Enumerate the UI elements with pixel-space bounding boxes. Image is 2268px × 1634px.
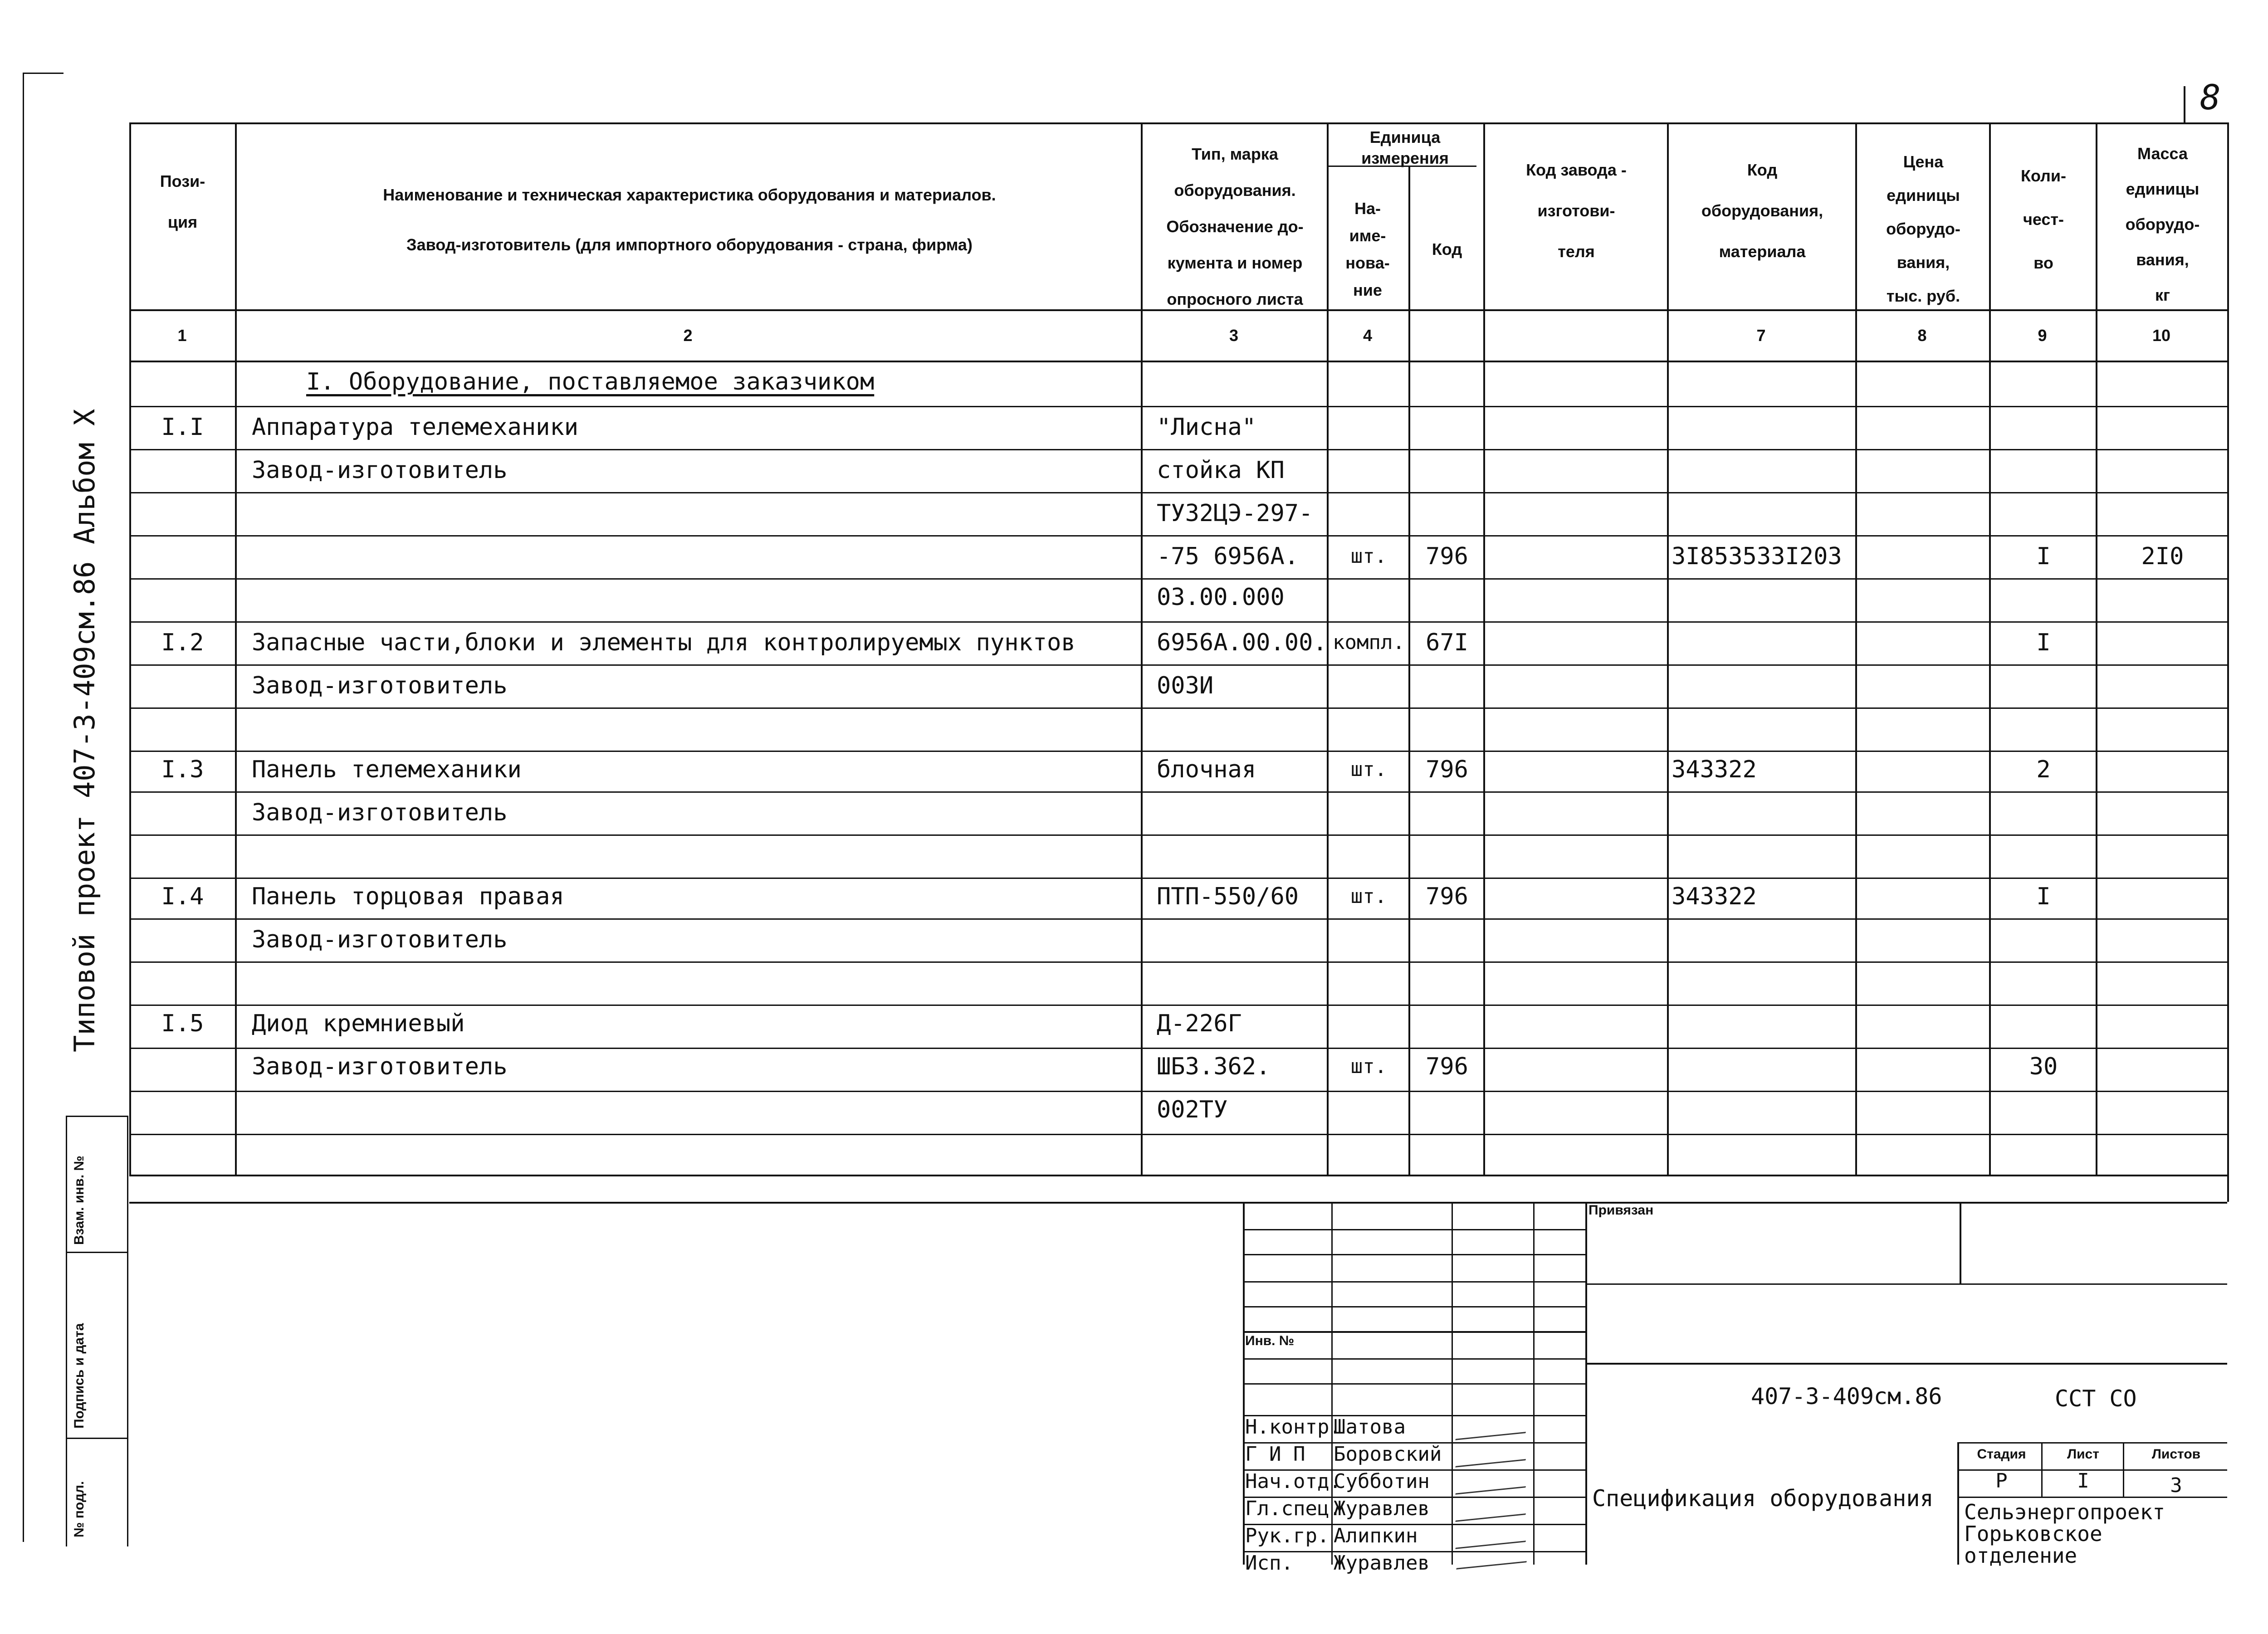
header-unit-name — [1329, 195, 1406, 304]
signer-role: Нач.отд. — [1245, 1470, 1341, 1493]
signature-mark — [1456, 1554, 1529, 1570]
cell-unit: шт. — [1350, 758, 1387, 781]
header-text: нова- — [1345, 254, 1390, 272]
signer-name: Субботин — [1334, 1470, 1430, 1493]
column-number: 10 — [2152, 326, 2171, 345]
header-unit-code: Код — [1432, 240, 1462, 259]
cell-code: 796 — [1426, 1053, 1468, 1080]
signature-mark — [1455, 1445, 1529, 1467]
column-number: 9 — [2038, 326, 2047, 345]
org-line: отделение — [1964, 1543, 2077, 1568]
cell-eq-code: 3I853533I203 — [1672, 543, 1842, 570]
row-line — [129, 535, 2227, 537]
cell-type: ШБ3.362. — [1157, 1053, 1271, 1080]
title-block-grid — [1243, 1229, 1585, 1230]
stage-label: Стадия — [1977, 1447, 2026, 1462]
sheet-value: I — [2077, 1469, 2089, 1493]
title-block-grid — [1243, 1254, 1585, 1255]
table-border — [129, 122, 2227, 124]
row-line — [129, 664, 2227, 666]
column-number: 4 — [1363, 326, 1373, 345]
row-line — [129, 406, 2227, 407]
header-text: кумента и номер — [1167, 254, 1303, 272]
signature-mark — [1455, 1527, 1529, 1549]
column-number: 7 — [1756, 326, 1766, 345]
document-title: Спецификация оборудования — [1592, 1485, 1934, 1512]
cell-name: Завод-изготовитель — [252, 926, 508, 953]
margin-stamp-frame — [127, 1116, 128, 1546]
cell-unit: шт. — [1350, 545, 1387, 568]
title-block-grid — [2123, 1442, 2124, 1497]
row-line — [129, 449, 2227, 450]
header-text: единицы — [2126, 180, 2200, 198]
row-line — [129, 492, 2227, 493]
cell-type: "Лисна" — [1157, 414, 1256, 441]
header-text: кг — [2155, 286, 2170, 304]
cell-name: Диод кремниевый — [252, 1010, 465, 1037]
column-number: 2 — [683, 326, 693, 345]
row-line — [129, 578, 2227, 580]
header-text: Завод-изготовитель (для импортного оборудования - страна, фирма) — [406, 235, 973, 254]
header-text: име- — [1349, 226, 1386, 245]
stamp-original-no: № подл. — [72, 1481, 87, 1537]
header-text: На- — [1354, 199, 1381, 218]
cell-type: ТУ32ЦЭ-297- — [1157, 500, 1313, 527]
cell-pos: I.4 — [161, 883, 204, 910]
cell-name: Завод-изготовитель — [252, 1053, 508, 1080]
signer-role: Гл.спец. — [1245, 1497, 1341, 1520]
header-text: измерения — [1361, 149, 1449, 167]
cell-type: 03.00.000 — [1157, 584, 1285, 611]
title-block-grid — [1960, 1202, 1961, 1283]
header-text: Наименование и техническая характеристика оборудования и материалов. — [383, 185, 996, 204]
title-block-grid — [1957, 1442, 2227, 1444]
cell-unit: шт. — [1350, 1055, 1387, 1078]
document-suffix: ССТ СО — [2055, 1385, 2137, 1412]
row-line — [129, 1048, 2227, 1049]
header-text: Цена — [1903, 152, 1944, 171]
margin-stamp-frame — [66, 1252, 127, 1253]
stamp-signature-date: Подпись и дата — [72, 1323, 87, 1429]
org-line: Горьковское — [1964, 1522, 2102, 1546]
header-position — [132, 161, 234, 243]
cell-name: Запасные части,блоки и элементы для контролируемых пунктов — [252, 629, 1075, 656]
cell-type: 002ТУ — [1157, 1096, 1228, 1123]
header-text: Единица — [1369, 128, 1441, 146]
sheet-label: Лист — [2067, 1447, 2099, 1462]
column-number: 8 — [1917, 326, 1927, 345]
col-line — [235, 122, 237, 1175]
cell-name: Панель торцовая правая — [252, 883, 564, 910]
signer-name: Алипкин — [1334, 1524, 1418, 1547]
title-block-border — [1243, 1202, 2227, 1204]
header-text: вания, — [2136, 250, 2189, 269]
signature-mark — [1455, 1418, 1529, 1440]
cell-code: 67I — [1426, 629, 1468, 656]
col-line — [1667, 122, 1669, 1175]
col-line — [1855, 122, 1857, 1175]
inv-label: Инв. № — [1245, 1333, 1295, 1348]
header-equipment-code — [1669, 150, 1855, 272]
margin-stamp-frame — [66, 1116, 67, 1546]
header-text: Обозначение до- — [1166, 217, 1304, 236]
cell-pos: I.2 — [161, 629, 204, 656]
cell-code: 796 — [1426, 756, 1468, 783]
cell-qty: I — [2036, 883, 2051, 910]
col-line — [2096, 122, 2097, 1175]
row-line — [129, 1005, 2227, 1006]
cell-pos: I.I — [161, 414, 204, 441]
signer-name: Шатова — [1334, 1415, 1406, 1439]
signer-role: Н.контр. — [1245, 1415, 1341, 1439]
header-text: Коли- — [2020, 166, 2067, 185]
row-line — [129, 791, 2227, 793]
header-text: оборудо- — [1886, 219, 1960, 238]
row-line — [129, 1091, 2227, 1092]
title-block-grid — [1243, 1306, 1585, 1307]
cell-eq-code: 343322 — [1672, 883, 1757, 910]
row-line — [129, 878, 2227, 879]
col-line — [1483, 122, 1485, 1175]
row-line — [129, 834, 2227, 836]
header-text: материала — [1719, 242, 1806, 261]
header-text: оборудования, — [1701, 201, 1823, 220]
header-text: единицы — [1887, 186, 1960, 205]
title-block-grid — [1957, 1442, 1959, 1565]
cell-code: 796 — [1426, 543, 1468, 570]
row-line — [129, 621, 2227, 623]
cell-type: стойка КП — [1157, 457, 1285, 484]
organization-name — [1964, 1500, 2165, 1568]
header-text: изготови- — [1537, 201, 1615, 220]
section-title: I. Оборудование, поставляемое заказчиком — [306, 368, 875, 395]
cell-type: 6956А.00.00. — [1157, 629, 1327, 656]
title-block-grid — [1585, 1363, 2227, 1365]
signature-mark — [1455, 1500, 1529, 1522]
header-text: во — [2033, 254, 2053, 272]
sheets-label: Листов — [2151, 1447, 2201, 1462]
signer-name: Боровский — [1334, 1443, 1442, 1466]
header-text: оборудования. — [1174, 181, 1296, 200]
header-text: теля — [1558, 242, 1595, 261]
cell-qty: I — [2036, 543, 2051, 570]
header-text: ция — [167, 213, 198, 231]
cell-pos: I.3 — [161, 756, 204, 783]
row-line — [129, 751, 2227, 752]
header-unit-group — [1327, 127, 1483, 169]
cell-pos: I.5 — [161, 1010, 204, 1037]
sheet-number: 8 — [2200, 77, 2221, 117]
cell-name: Завод-изготовитель — [252, 672, 508, 699]
signer-role: Исп. — [1245, 1551, 1293, 1575]
title-block-grid — [1243, 1358, 1585, 1360]
header-name — [238, 170, 1141, 270]
header-text: Масса — [2137, 144, 2188, 163]
cell-type: -75 6956А. — [1157, 543, 1299, 570]
header-text: вания, — [1897, 253, 1950, 272]
header-unit-price — [1857, 145, 1989, 313]
sheets-value: 3 — [2170, 1474, 2182, 1497]
frame-left-edge — [23, 73, 24, 1542]
col-line — [1408, 166, 1410, 1175]
signer-name: Журавлев — [1334, 1497, 1430, 1520]
frame-corner — [23, 73, 64, 74]
header-factory-code — [1486, 150, 1667, 272]
cell-unit: компл. — [1333, 631, 1405, 654]
header-text: ние — [1353, 281, 1382, 299]
row-line — [129, 1134, 2227, 1135]
margin-stamp-frame — [66, 1116, 127, 1117]
title-block-grid — [1243, 1383, 1585, 1385]
cell-type: Д-226Г — [1157, 1010, 1242, 1037]
header-unit-mass — [2098, 136, 2227, 313]
sheet-number-box — [2184, 86, 2185, 122]
table-border — [129, 1175, 2227, 1176]
column-number: 3 — [1229, 326, 1239, 345]
signature-mark — [1455, 1473, 1529, 1494]
signer-name: Журавлев — [1334, 1551, 1430, 1575]
cell-type: 003И — [1157, 672, 1214, 699]
album-note: Типовой проект 407-3-409см.86 Альбом X — [68, 409, 101, 1052]
header-type — [1143, 136, 1327, 317]
header-text: Тип, марка — [1192, 145, 1278, 163]
header-text: Код завода - — [1526, 161, 1627, 179]
cell-name: Аппаратура телемеханики — [252, 414, 579, 441]
col-line — [1989, 122, 1991, 1175]
cell-name: Завод-изготовитель — [252, 799, 508, 826]
row-line — [129, 707, 2227, 709]
cell-qty: 30 — [2029, 1053, 2058, 1080]
org-line: Сельэнергопроект — [1964, 1500, 2165, 1524]
col-line — [2227, 122, 2229, 1202]
cell-name: Панель телемеханики — [252, 756, 522, 783]
cell-type: блочная — [1157, 756, 1256, 783]
header-text: чест- — [2023, 210, 2064, 229]
title-block-grid — [1243, 1331, 1585, 1333]
document-code: 407-3-409см.86 — [1751, 1383, 1942, 1410]
col-line — [129, 122, 131, 1175]
signer-role: Рук.гр. — [1245, 1524, 1330, 1547]
margin-stamp-frame — [66, 1438, 127, 1439]
header-text: опросного листа — [1167, 290, 1303, 308]
stamp-replaced-inv: Взам. инв. № — [72, 1156, 87, 1245]
title-block-grid — [1243, 1281, 1585, 1283]
cell-type: ПТП-550/60 — [1157, 883, 1299, 910]
header-quantity — [1991, 154, 2096, 285]
cell-eq-code: 343322 — [1672, 756, 1757, 783]
col-line — [1141, 122, 1143, 1175]
cell-code: 796 — [1426, 883, 1468, 910]
cell-qty: I — [2036, 629, 2051, 656]
cell-unit: шт. — [1350, 885, 1387, 908]
stage-value: Р — [1995, 1469, 2008, 1493]
title-block-grid — [1585, 1283, 2227, 1285]
cell-qty: 2 — [2036, 756, 2051, 783]
cell-name: Завод-изготовитель — [252, 457, 508, 484]
header-text: оборудо- — [2125, 215, 2200, 234]
column-number: 1 — [177, 326, 187, 345]
header-text: тыс. руб. — [1886, 287, 1960, 305]
title-block-grid — [1585, 1202, 1587, 1565]
bound-label: Привязан — [1589, 1203, 1654, 1218]
table-border — [129, 361, 2227, 362]
header-text: Пози- — [160, 172, 205, 190]
signer-role: Г И П — [1245, 1443, 1305, 1466]
title-block-grid — [2041, 1442, 2043, 1497]
row-line — [129, 918, 2227, 920]
header-text: Код — [1747, 161, 1778, 179]
cell-mass: 2I0 — [2141, 543, 2184, 570]
row-line — [129, 961, 2227, 963]
